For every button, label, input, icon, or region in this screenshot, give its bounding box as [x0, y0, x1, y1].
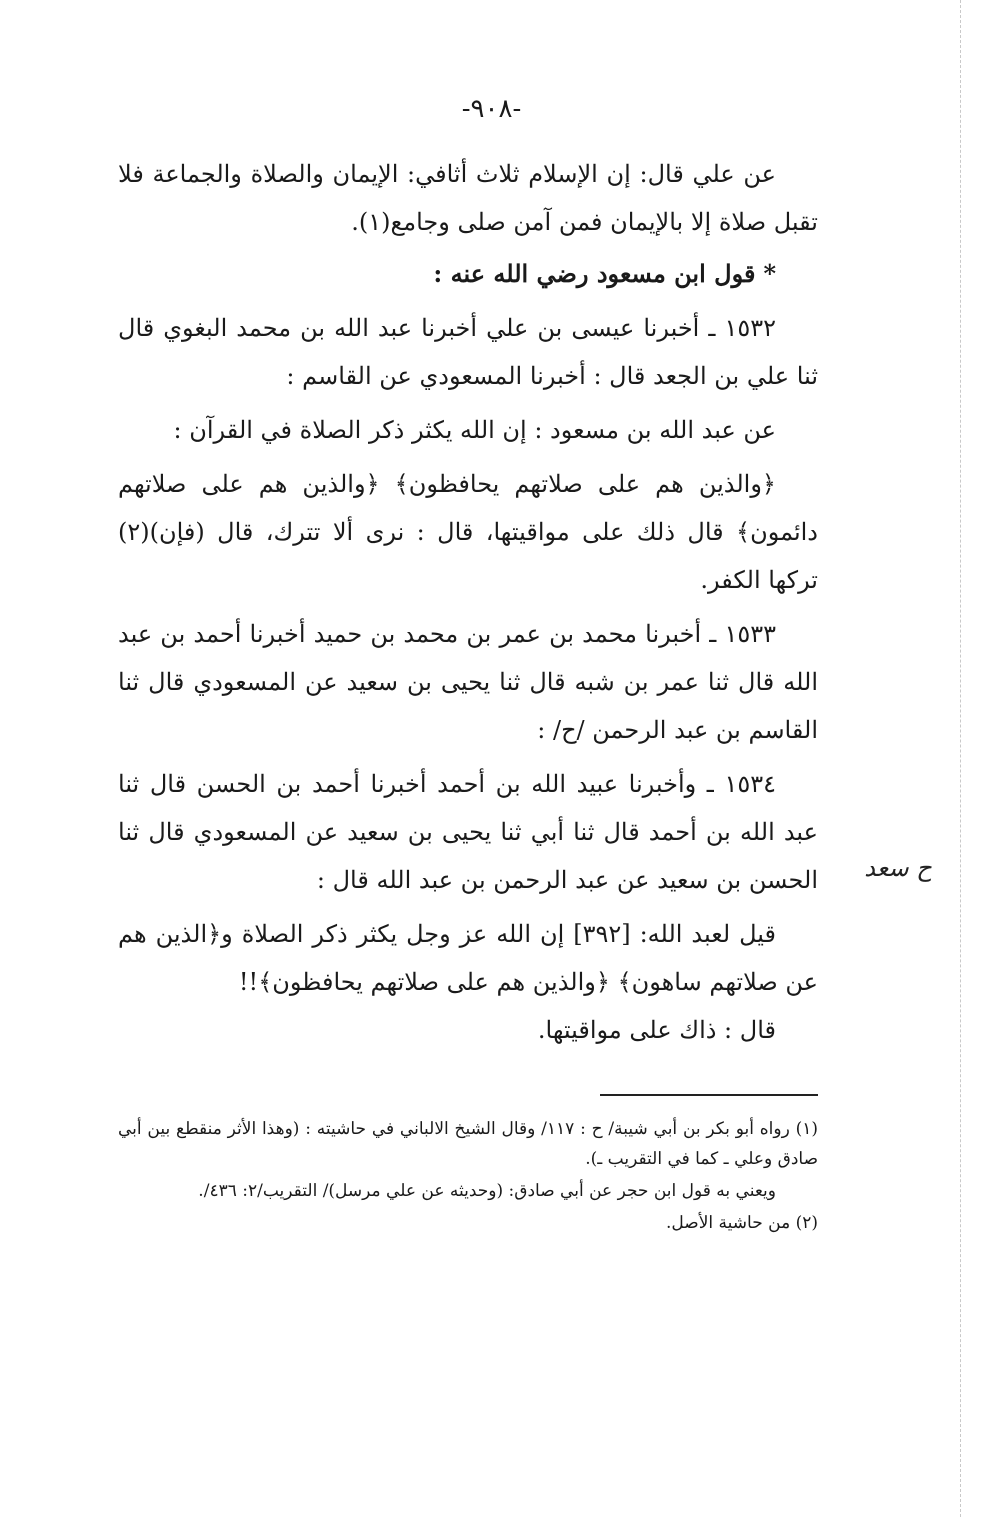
heading-text: قول ابن مسعود رضي الله عنه : — [433, 259, 756, 288]
paragraph-ibn-masud: عن عبد الله بن مسعود : إن الله يكثر ذكر الصلاة في القرآن : — [173, 416, 776, 444]
paragraph-1534: ١٥٣٤ ـ وأخبرنا عبيد الله بن أحمد أخبرنا أحمد بن الحسن قال ثنا عبد الله بن أحمد قال ثنا أبي ثنا يحيى بن سعيد عن المسعودي قال ثنا الحسن بن سعيد عن عبد الرحمن بن عبد الله قال : — [118, 770, 818, 894]
footnote-1: (١) رواه أبو بكر بن أبي شيبة/ ح : ١١٧/ وقال الشيخ الالباني في حاشيته : (وهذا الأثر منقطع بين أبي صادق وعلي ـ كما في التقريب ـ). — [118, 1119, 818, 1169]
page-number: -٩٠٨- — [461, 94, 522, 124]
paragraph-1532: ١٥٣٢ ـ أخبرنا عيسى بن علي أخبرنا عبد الله بن محمد البغوي قال ثنا علي بن الجعد قال : أخبرنا المسعودي عن القاسم : — [118, 314, 818, 390]
handwritten-margin-note: ح سعد — [864, 854, 932, 882]
footnote-divider — [600, 1094, 818, 1096]
footnote-1-continuation: ويعني به قول ابن حجر عن أبي صادق: (وحديثه عن علي مرسل)/ التقريب/٢: ٤٣٦/. — [198, 1181, 776, 1201]
paragraph-qila-li-abdillah: قيل لعبد الله: [٣٩٢] إن الله عز وجل يكثر ذكر الصلاة و﴿الذين هم عن صلاتهم ساهون﴾ ﴿والذين هم على صلاتهم يحافظون﴾!! — [118, 920, 818, 996]
paragraph-quran-verse: ﴿والذين هم على صلاتهم يحافظون﴾ ﴿والذين هم على صلاتهم دائمون﴾ قال ذلك على مواقيتها، قال : نرى ألا تترك، قال (فإن)(٢) تركها الكفر. — [118, 470, 818, 594]
paragraph-qala: قال : ذاك على مواقيتها. — [537, 1016, 776, 1044]
section-heading — [118, 250, 818, 298]
heading-marker: * — [763, 259, 776, 288]
main-text — [118, 150, 818, 1054]
paragraph-ali-quote: عن علي قال: إن الإسلام ثلاث أثافي: الإيمان والصلاة والجماعة فلا تقبل صلاة إلا بالإيمان فمن آمن صلى وجامع(١). — [118, 160, 818, 236]
scan-edge-line — [960, 0, 961, 1517]
paragraph-1533: ١٥٣٣ ـ أخبرنا محمد بن عمر بن محمد بن حميد أخبرنا أحمد بن عبد الله قال ثنا عمر بن شبه قال ثنا يحيى بن سعيد عن المسعودي قال ثنا القاسم بن عبد الرحمن /ح/ : — [118, 620, 818, 744]
footnote-2: (٢) من حاشية الأصل. — [666, 1213, 818, 1233]
footnotes — [118, 1114, 818, 1240]
